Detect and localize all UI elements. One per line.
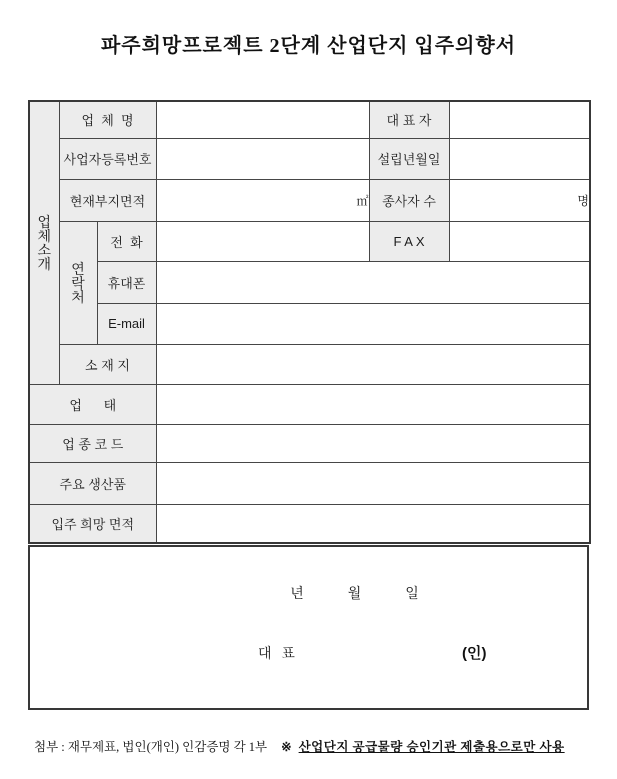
employees-unit-label: 명: [577, 193, 589, 208]
company-info-table: [28, 100, 591, 544]
row-phone-fax: [29, 221, 590, 261]
contact-char: 락: [71, 274, 85, 291]
usage-notice: 산업단지 공급물량 승인기관 제출용으로만 사용: [298, 740, 565, 754]
desired-area-label: 입주 희망 면적: [29, 504, 156, 543]
contact-vertical-text: [60, 252, 97, 314]
contact-header: [59, 221, 97, 344]
row-email: [29, 303, 590, 344]
biz-reg-no-label: 사업자등록번호: [59, 138, 156, 179]
company-intro-char: 소: [37, 241, 52, 258]
contact-char: 처: [71, 288, 85, 305]
section-company-intro-header: [29, 101, 59, 384]
ceo-input: [449, 101, 590, 138]
company-intro-char: 체: [37, 227, 52, 244]
row-site-area: [29, 179, 590, 221]
fax-label: F A X: [369, 221, 449, 261]
company-intro-char: 개: [37, 255, 52, 272]
row-address: [29, 344, 590, 384]
phone-label: 전 화: [97, 221, 156, 261]
site-area-label: 현재부지면적: [59, 179, 156, 221]
attachment-note: 첨부 : 재무제표, 법인(개인) 인감증명 각 1부: [34, 740, 268, 754]
row-biz-type: [29, 384, 590, 424]
email-input: [156, 303, 590, 344]
industry-code-label: 업 종 코 드: [29, 424, 156, 462]
signature-box: [28, 545, 589, 710]
date-month-label: 월: [347, 585, 362, 601]
mobile-input: [156, 261, 590, 303]
biz-type-input: [156, 384, 590, 424]
footer-note: [34, 737, 604, 755]
company-name-label: 업 체 명: [59, 101, 156, 138]
main-products-label: 주요 생산품: [29, 462, 156, 504]
row-company-name: [29, 101, 590, 138]
row-biz-reg-no: [29, 138, 590, 179]
company-intro-char: 업: [37, 213, 52, 230]
employees-label: 종사자 수: [369, 179, 449, 221]
address-input: [156, 344, 590, 384]
contact-char: 연: [71, 260, 85, 277]
employees-input: [449, 179, 590, 221]
founded-date-input: [449, 138, 590, 179]
company-intro-vertical-text: [30, 205, 59, 281]
area-unit-label: ㎡: [356, 193, 369, 208]
biz-reg-no-input: [156, 138, 369, 179]
row-mobile: [29, 261, 590, 303]
reference-mark: ※: [281, 740, 292, 754]
main-products-input: [156, 462, 590, 504]
representative-label: 대 표: [258, 645, 298, 661]
fax-input: [449, 221, 590, 261]
address-label: 소 재 지: [59, 344, 156, 384]
biz-type-label: 업 태: [29, 384, 156, 424]
date-day-label: 일: [405, 585, 419, 601]
date-year-label: 년: [290, 585, 304, 601]
founded-date-label: 설립년월일: [369, 138, 449, 179]
email-label: E-mail: [97, 303, 156, 344]
row-main-products: [29, 462, 590, 504]
mobile-label: 휴대폰: [97, 261, 156, 303]
form-title: 파주희망프로젝트 2단계 산업단지 입주의향서: [100, 35, 517, 57]
desired-area-input: [156, 504, 590, 543]
industry-code-input: [156, 424, 590, 462]
row-industry-code: [29, 424, 590, 462]
site-area-input: [156, 179, 369, 221]
date-line: [76, 583, 617, 603]
row-desired-area: [29, 504, 590, 543]
seal-mark: (인): [462, 645, 487, 662]
company-name-input: [156, 101, 369, 138]
ceo-label: 대 표 자: [369, 101, 449, 138]
phone-input: [156, 221, 369, 261]
